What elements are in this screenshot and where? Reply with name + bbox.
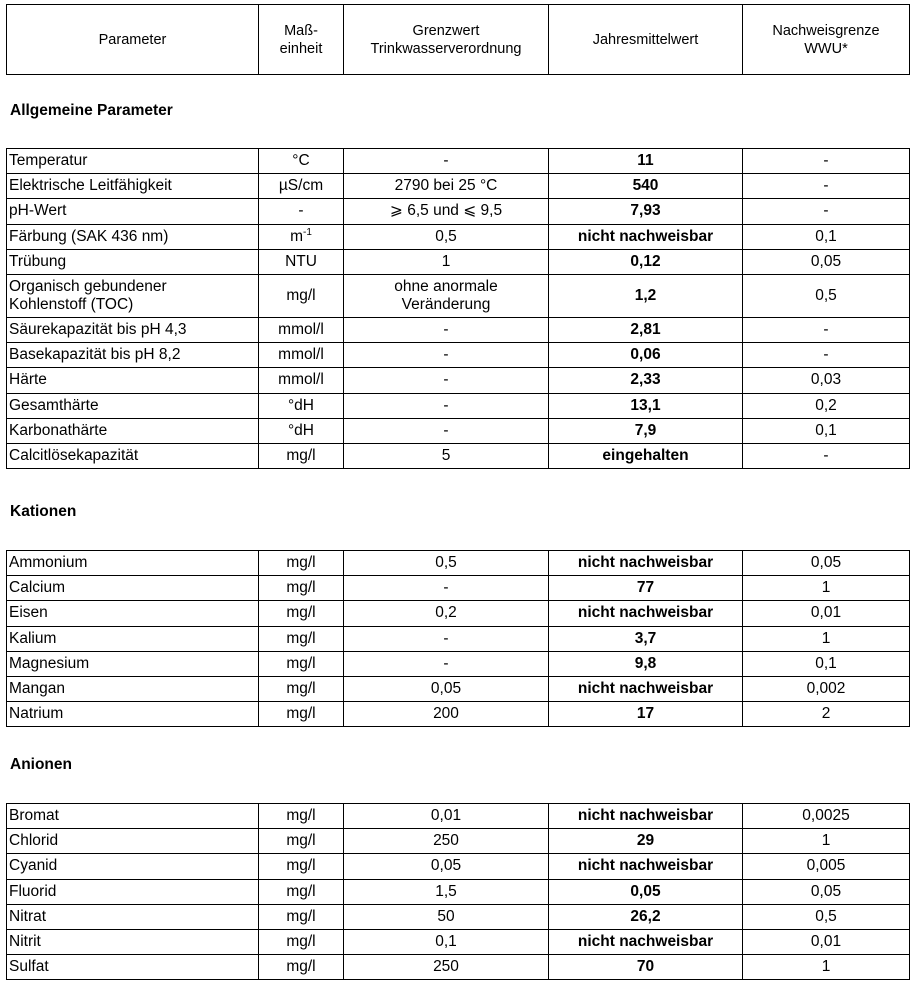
detection-limit-cell: 0,05 [743, 249, 910, 274]
detection-limit-cell: 2 [743, 702, 910, 727]
annual-mean-cell: nicht nachweisbar [549, 929, 743, 954]
parameter-name-cell: Fluorid [7, 879, 259, 904]
table-row [7, 651, 910, 676]
table-row [7, 904, 910, 929]
detection-limit-cell: - [743, 317, 910, 342]
limit-cell: 50 [344, 904, 549, 929]
annual-mean-cell: 3,7 [549, 626, 743, 651]
detection-limit-cell: 0,1 [743, 224, 910, 249]
cations-table [6, 550, 910, 727]
table-row [7, 626, 910, 651]
annual-mean-cell: 17 [549, 702, 743, 727]
unit-cell [259, 224, 344, 249]
parameter-name-cell: Eisen [7, 601, 259, 626]
table-row [7, 317, 910, 342]
unit-cell: - [259, 199, 344, 224]
limit-cell: 250 [344, 955, 549, 980]
detection-limit-cell: 0,01 [743, 929, 910, 954]
annual-mean-cell: nicht nachweisbar [549, 854, 743, 879]
parameter-name-cell: Cyanid [7, 854, 259, 879]
detection-limit-cell: 1 [743, 576, 910, 601]
parameter-name-cell: Säurekapazität bis pH 4,3 [7, 317, 259, 342]
annual-mean-cell: nicht nachweisbar [549, 804, 743, 829]
unit-cell: mg/l [259, 929, 344, 954]
table-row [7, 443, 910, 468]
table-row [7, 274, 910, 317]
unit-cell: mg/l [259, 651, 344, 676]
table-row [7, 929, 910, 954]
limit-cell: 0,05 [344, 676, 549, 701]
detection-limit-cell: 0,05 [743, 879, 910, 904]
annual-mean-cell: 7,9 [549, 418, 743, 443]
unit-cell: mg/l [259, 443, 344, 468]
limit-cell: 0,05 [344, 854, 549, 879]
table-row [7, 854, 910, 879]
parameter-name-cell: Chlorid [7, 829, 259, 854]
unit-cell: mmol/l [259, 343, 344, 368]
detection-limit-cell: 0,5 [743, 904, 910, 929]
section-title-anions: Anionen [10, 756, 72, 773]
detection-limit-cell: 0,01 [743, 601, 910, 626]
annual-mean-cell: 1,2 [549, 274, 743, 317]
unit-cell: mg/l [259, 626, 344, 651]
header-unit: Maß- einheit [259, 5, 344, 75]
limit-cell: 200 [344, 702, 549, 727]
annual-mean-cell: 29 [549, 829, 743, 854]
unit-cell: mg/l [259, 576, 344, 601]
limit-cell: ohne anormale Veränderung [344, 274, 549, 317]
detection-limit-cell: - [743, 149, 910, 174]
limit-cell: 2790 bei 25 °C [344, 174, 549, 199]
unit-cell: mg/l [259, 274, 344, 317]
annual-mean-cell: 26,2 [549, 904, 743, 929]
detection-limit-cell: 0,0025 [743, 804, 910, 829]
detection-limit-cell: 0,1 [743, 651, 910, 676]
limit-cell: 0,5 [344, 551, 549, 576]
table-row [7, 676, 910, 701]
parameter-name-cell: Mangan [7, 676, 259, 701]
table-row [7, 576, 910, 601]
parameter-name-cell: Ammonium [7, 551, 259, 576]
table-row [7, 601, 910, 626]
limit-cell: - [344, 393, 549, 418]
table-row [7, 393, 910, 418]
table-row [7, 224, 910, 249]
parameter-name-cell: Temperatur [7, 149, 259, 174]
limit-cell: - [344, 651, 549, 676]
annual-mean-cell: nicht nachweisbar [549, 224, 743, 249]
detection-limit-cell: 0,03 [743, 368, 910, 393]
annual-mean-cell: 2,33 [549, 368, 743, 393]
parameter-name-cell: Härte [7, 368, 259, 393]
annual-mean-cell: 0,12 [549, 249, 743, 274]
table-row [7, 199, 910, 224]
header-limit: Grenzwert Trinkwasserverordnung [344, 5, 549, 75]
table-row [7, 551, 910, 576]
unit-cell: mg/l [259, 702, 344, 727]
detection-limit-cell: 0,005 [743, 854, 910, 879]
parameter-name-cell: Calcitlösekapazität [7, 443, 259, 468]
unit-cell: °dH [259, 393, 344, 418]
limit-cell: - [344, 368, 549, 393]
limit-cell: - [344, 626, 549, 651]
detection-limit-cell: 1 [743, 955, 910, 980]
limit-cell: ⩾ 6,5 und ⩽ 9,5 [344, 199, 549, 224]
annual-mean-cell: 11 [549, 149, 743, 174]
detection-limit-cell: 0,5 [743, 274, 910, 317]
unit-cell: NTU [259, 249, 344, 274]
detection-limit-cell: 0,2 [743, 393, 910, 418]
general-parameters-table [6, 148, 910, 469]
annual-mean-cell: 9,8 [549, 651, 743, 676]
unit-cell: mg/l [259, 955, 344, 980]
parameter-name-cell: Magnesium [7, 651, 259, 676]
parameter-name-cell: Kalium [7, 626, 259, 651]
annual-mean-cell: eingehalten [549, 443, 743, 468]
unit-cell: mg/l [259, 601, 344, 626]
parameter-name-cell: Trübung [7, 249, 259, 274]
parameter-name-cell: Karbonathärte [7, 418, 259, 443]
limit-cell: 0,5 [344, 224, 549, 249]
parameter-name-cell: pH-Wert [7, 199, 259, 224]
detection-limit-cell: 0,1 [743, 418, 910, 443]
section-title-general: Allgemeine Parameter [10, 102, 173, 119]
annual-mean-cell: 7,93 [549, 199, 743, 224]
table-row [7, 955, 910, 980]
section-title-cations: Kationen [10, 503, 77, 520]
table-row [7, 418, 910, 443]
detection-limit-cell: 1 [743, 626, 910, 651]
detection-limit-cell: - [743, 174, 910, 199]
table-row [7, 702, 910, 727]
parameter-name-cell: Nitrit [7, 929, 259, 954]
annual-mean-cell: nicht nachweisbar [549, 551, 743, 576]
table-row [7, 343, 910, 368]
header-row [7, 5, 910, 75]
unit-cell: °C [259, 149, 344, 174]
unit-cell: µS/cm [259, 174, 344, 199]
annual-mean-cell: 2,81 [549, 317, 743, 342]
parameter-name-cell: Bromat [7, 804, 259, 829]
header-mean: Jahresmittelwert [549, 5, 743, 75]
limit-cell: - [344, 317, 549, 342]
unit-cell: mg/l [259, 804, 344, 829]
limit-cell: 0,2 [344, 601, 549, 626]
limit-cell: 1 [344, 249, 549, 274]
unit-cell: mg/l [259, 551, 344, 576]
detection-limit-cell: 0,002 [743, 676, 910, 701]
limit-cell: - [344, 418, 549, 443]
table-row [7, 174, 910, 199]
table-row [7, 149, 910, 174]
table-row [7, 368, 910, 393]
unit-cell: °dH [259, 418, 344, 443]
table-row [7, 804, 910, 829]
annual-mean-cell: nicht nachweisbar [549, 676, 743, 701]
table-row [7, 829, 910, 854]
limit-cell: - [344, 576, 549, 601]
detection-limit-cell: 1 [743, 829, 910, 854]
limit-cell: - [344, 343, 549, 368]
table-row [7, 879, 910, 904]
unit-cell: mg/l [259, 879, 344, 904]
unit-cell: mg/l [259, 676, 344, 701]
limit-cell: 250 [344, 829, 549, 854]
limit-cell: 5 [344, 443, 549, 468]
unit-cell: mmol/l [259, 317, 344, 342]
annual-mean-cell: 540 [549, 174, 743, 199]
header-detection: Nachweisgrenze WWU* [743, 5, 910, 75]
detection-limit-cell: - [743, 199, 910, 224]
annual-mean-cell: 0,05 [549, 879, 743, 904]
limit-cell: 0,01 [344, 804, 549, 829]
parameter-name-cell: Organisch gebundener Kohlenstoff (TOC) [7, 274, 259, 317]
parameter-name-cell: Sulfat [7, 955, 259, 980]
parameter-name-cell: Natrium [7, 702, 259, 727]
limit-cell: - [344, 149, 549, 174]
parameter-name-cell: Elektrische Leitfähigkeit [7, 174, 259, 199]
header-table [6, 4, 910, 75]
annual-mean-cell: 77 [549, 576, 743, 601]
unit-cell: mg/l [259, 904, 344, 929]
annual-mean-cell: 0,06 [549, 343, 743, 368]
limit-cell: 0,1 [344, 929, 549, 954]
limit-cell: 1,5 [344, 879, 549, 904]
unit-cell: mmol/l [259, 368, 344, 393]
unit-text: m [290, 227, 303, 245]
parameter-name-cell: Basekapazität bis pH 8,2 [7, 343, 259, 368]
parameter-name-cell: Nitrat [7, 904, 259, 929]
detection-limit-cell: - [743, 443, 910, 468]
parameter-name-cell: Färbung (SAK 436 nm) [7, 224, 259, 249]
table-row [7, 249, 910, 274]
parameter-name-cell: Gesamthärte [7, 393, 259, 418]
unit-exponent: -1 [303, 226, 312, 238]
detection-limit-cell: - [743, 343, 910, 368]
unit-cell: mg/l [259, 829, 344, 854]
unit-cell: mg/l [259, 854, 344, 879]
anions-table [6, 803, 910, 980]
annual-mean-cell: nicht nachweisbar [549, 601, 743, 626]
parameter-name-cell: Calcium [7, 576, 259, 601]
header-parameter: Parameter [7, 5, 259, 75]
annual-mean-cell: 13,1 [549, 393, 743, 418]
detection-limit-cell: 0,05 [743, 551, 910, 576]
annual-mean-cell: 70 [549, 955, 743, 980]
